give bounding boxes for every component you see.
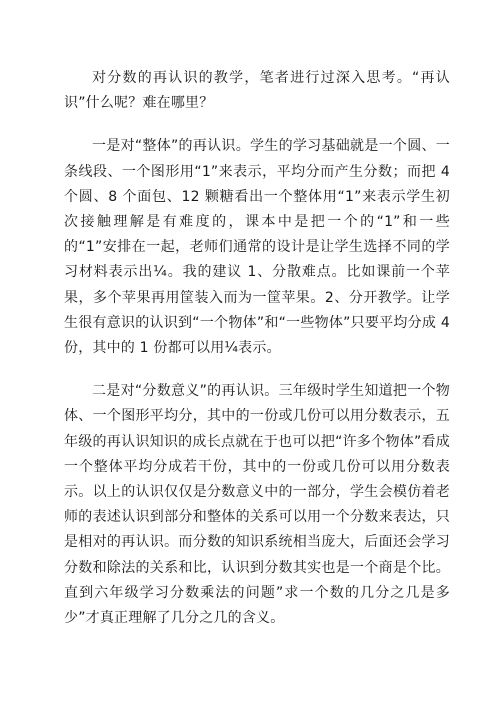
paragraph-intro: 对分数的再认识的教学，笔者进行过深入思考。“再认识”什么呢？难在哪里？ [64, 70, 450, 112]
paragraph-whole-concept: 一是对“整体”的再认识。学生的学习基础就是一个圆、一条线段、一个图形用“1”来表示，平均分而产生分数；而把 4 个圆、8 个面包、12 颗糖看出一个整体用“1”来表示学生初次接触理解是有难度的，课本中是把一个的“1”和一些的“1”安排在一起，老师们通常的设计是让学生选择不同的学习材料表示出¼。我的建议 1、分散难点。比如课前一个苹果，多个苹果再用筐装入而为一筐苹果。2、分开教学。让学生很有意识的认识到“一个物体”和“一些物体”只要平均分成 4 份，其中的 1 份都可以用¼表示。 [64, 138, 450, 357]
paragraph-fraction-meaning: 二是对“分数意义”的再认识。三年级时学生知道把一个物体、一个图形平均分，其中的一份或几份可以用分数表示，五年级的再认识知识的成长点就在于也可以把“许多个物体”看成一个整体平均分成若干份，其中的一份或几份可以用分数表示。以上的认识仅仅是分数意义中的一部分，学生会模仿着老师的表述认识到部分和整体的关系可以用一个分数来表达，只是相对的再认识。而分数的知识系统相当庞大，后面还会学习分数和除法的关系和比，认识到分数其实也是一个商是个比。直到六年级学习分数乘法的问题”求一个数的几分之几是多少”才真正理解了几分之几的含义。 [64, 383, 450, 627]
